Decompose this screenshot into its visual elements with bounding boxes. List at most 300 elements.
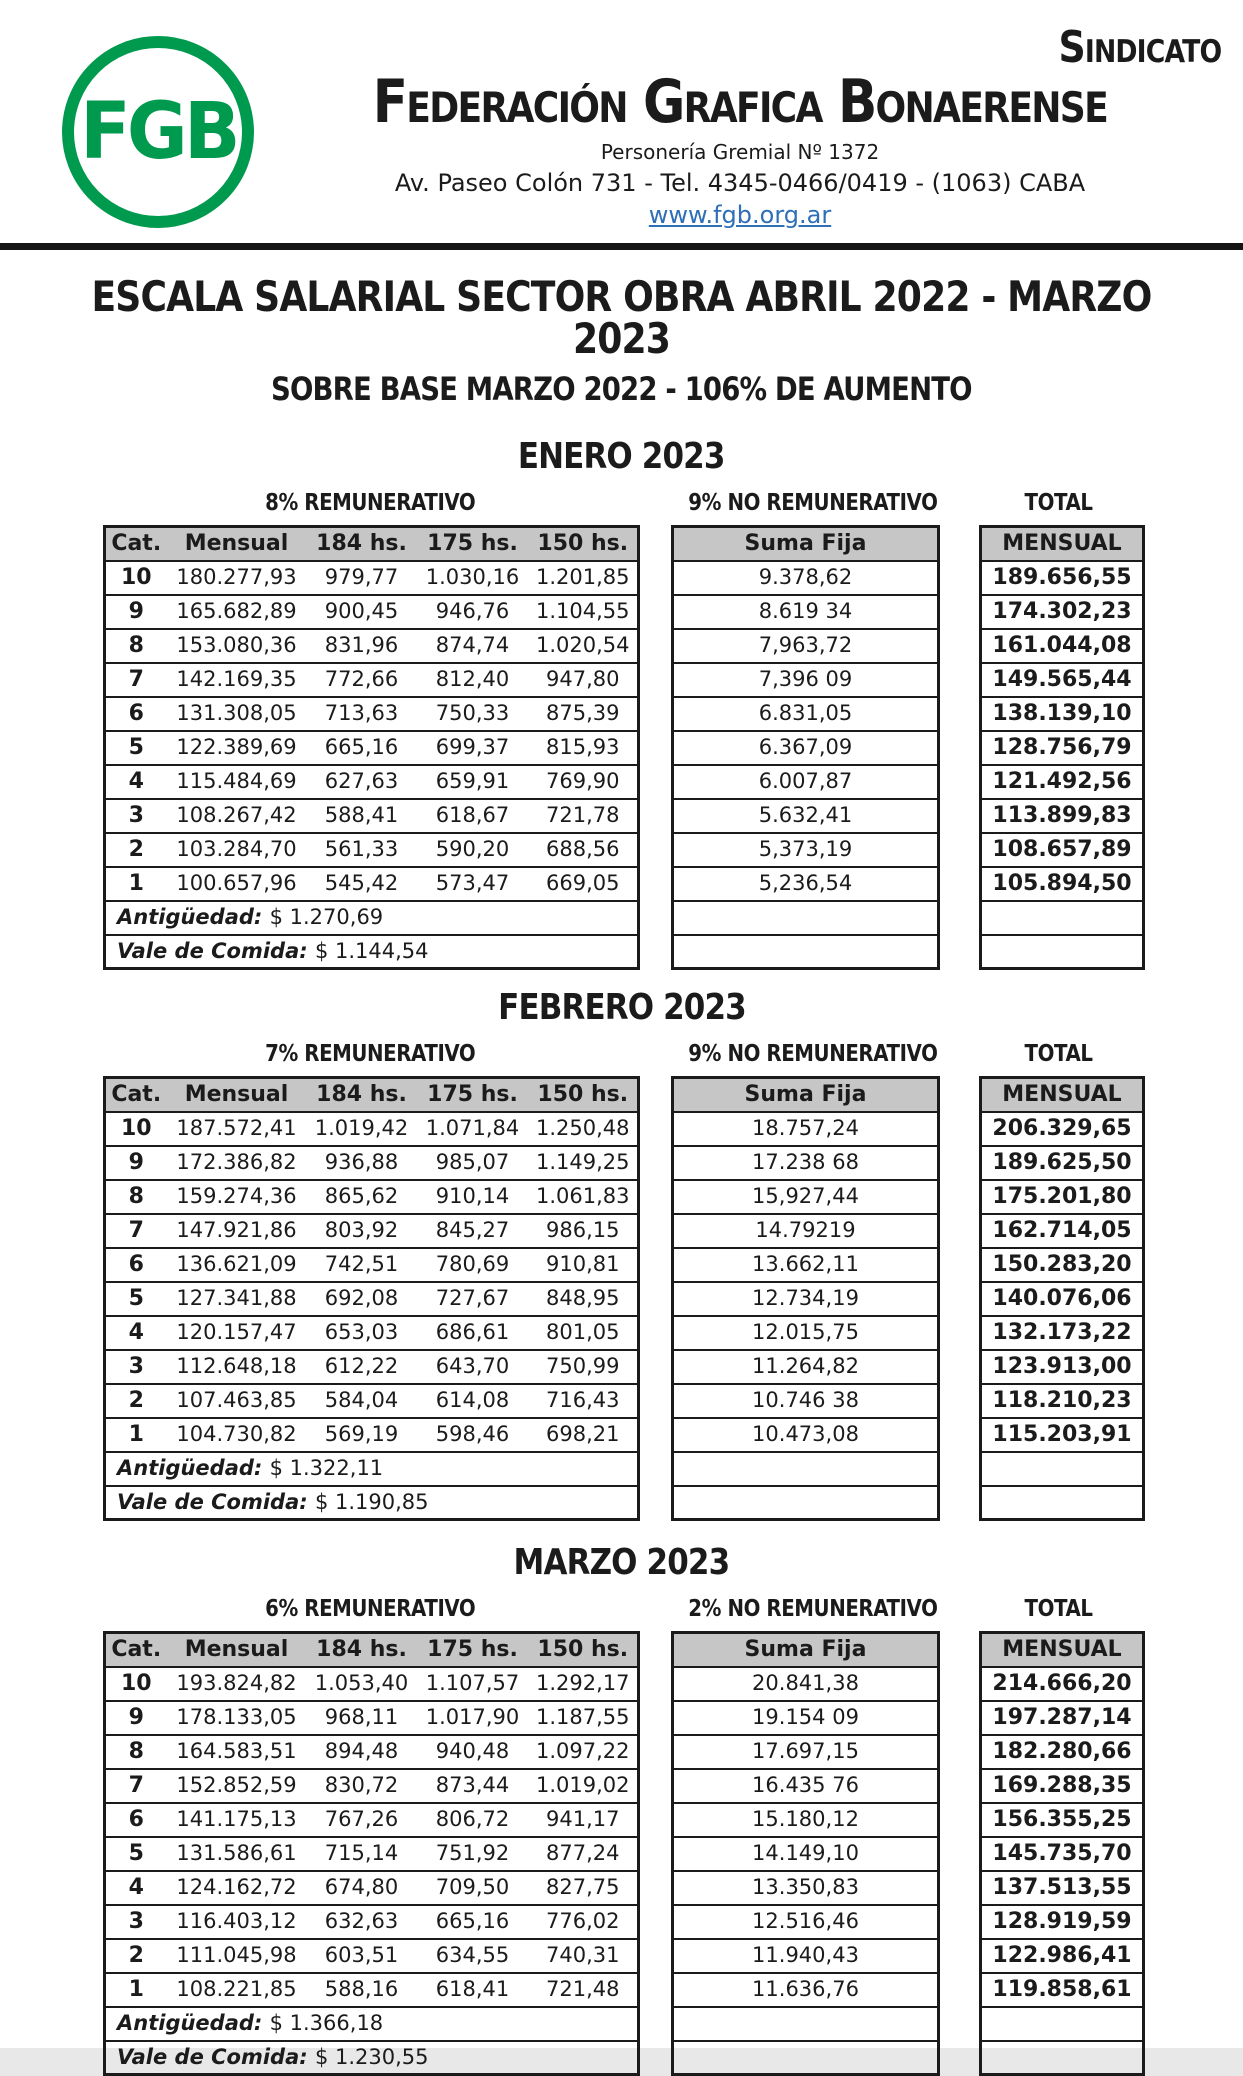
cell-cat: 4: [105, 1871, 167, 1905]
cell-h184: 715,14: [307, 1837, 417, 1871]
organization-name: Federación Grafica Bonaerense: [372, 67, 1108, 137]
suma-fija-table: [671, 1076, 940, 1521]
col-header-175hs: 175 hs.: [417, 527, 529, 561]
empty-cell: [981, 1486, 1144, 1520]
cell-total: 115.203,91: [981, 1418, 1144, 1452]
cell-h184: 603,51: [307, 1939, 417, 1973]
cell-h150: 769,90: [529, 765, 639, 799]
cell-total: 140.076,06: [981, 1282, 1144, 1316]
table-row: [105, 1837, 639, 1871]
website-line: [255, 201, 1225, 229]
cell-mensual: 141.175,13: [167, 1803, 307, 1837]
total-table: [979, 1076, 1145, 1521]
cell-total: 113.899,83: [981, 799, 1144, 833]
cell-mensual: 178.133,05: [167, 1701, 307, 1735]
cell-total: 162.714,05: [981, 1214, 1144, 1248]
cell-suma-fija: 10.473,08: [673, 1418, 939, 1452]
letterhead-text: [255, 0, 1225, 229]
divider-rule: [0, 243, 1243, 250]
cell-suma-fija: 16.435 76: [673, 1769, 939, 1803]
table-row: [981, 697, 1144, 731]
table-row: [105, 1701, 639, 1735]
col-header-184hs: 184 hs.: [307, 1078, 417, 1112]
table-row: [673, 867, 939, 901]
cell-total: 128.919,59: [981, 1905, 1144, 1939]
cell-suma-fija: 11.636,76: [673, 1973, 939, 2007]
table-row: [105, 1803, 639, 1837]
vale-de-comida-value: $ 1.144,54: [314, 938, 429, 963]
table-row: [673, 1282, 939, 1316]
cell-h175: 614,08: [417, 1384, 529, 1418]
cell-cat: 10: [105, 1112, 167, 1146]
cell-h150: 669,05: [529, 867, 639, 901]
address-line: Av. Paseo Colón 731 - Tel. 4345-0466/0419 - (1063) CABA: [394, 169, 1086, 197]
table-row: [673, 1803, 939, 1837]
col-header-total-mensual: MENSUAL: [981, 1633, 1144, 1667]
cell-h150: 848,95: [529, 1282, 639, 1316]
table-row: [673, 1769, 939, 1803]
cell-h184: 584,04: [307, 1384, 417, 1418]
cell-cat: 5: [105, 1282, 167, 1316]
cell-total: 121.492,56: [981, 765, 1144, 799]
cell-h175: 910,14: [417, 1180, 529, 1214]
table-row: [673, 833, 939, 867]
antiguedad-cell: [105, 2007, 639, 2041]
cell-total: 197.287,14: [981, 1701, 1144, 1735]
table-row: [981, 629, 1144, 663]
fgb-logo: [62, 36, 254, 228]
antiguedad-cell: [105, 1452, 639, 1486]
month-tables: [103, 1076, 1243, 1521]
antiguedad-cell: [105, 901, 639, 935]
cell-suma-fija: 6.831,05: [673, 697, 939, 731]
remunerativo-label: 6% REMUNERATIVO: [264, 1596, 476, 1622]
cell-h184: 653,03: [307, 1316, 417, 1350]
table-row: [981, 833, 1144, 867]
table-row: [673, 1701, 939, 1735]
empty-cell: [673, 935, 939, 969]
cell-total: 138.139,10: [981, 697, 1144, 731]
cell-h175: 985,07: [417, 1146, 529, 1180]
cell-mensual: 100.657,96: [167, 867, 307, 901]
empty-cell: [981, 2041, 1144, 2075]
cell-cat: 8: [105, 1180, 167, 1214]
cell-h150: 801,05: [529, 1316, 639, 1350]
suma-fija-table: [671, 525, 940, 970]
table-row: [105, 1214, 639, 1248]
cell-h184: 894,48: [307, 1735, 417, 1769]
total-table: [979, 1631, 1145, 2076]
table-row: [105, 1939, 639, 1973]
col-header-175hs: 175 hs.: [417, 1078, 529, 1112]
remunerativo-label: 8% REMUNERATIVO: [264, 490, 476, 516]
vale-de-comida-label: Vale de Comida:: [117, 938, 315, 963]
cell-h150: 815,93: [529, 731, 639, 765]
vale-de-comida-value: $ 1.230,55: [314, 2044, 429, 2069]
cell-h184: 742,51: [307, 1248, 417, 1282]
table-row: [673, 731, 939, 765]
document-subtitle: SOBRE BASE MARZO 2022 - 106% DE AUMENTO: [271, 370, 972, 408]
empty-cell: [981, 1452, 1144, 1486]
cell-h175: 780,69: [417, 1248, 529, 1282]
table-row: [673, 561, 939, 595]
empty-row: [673, 2041, 939, 2075]
empty-cell: [673, 1452, 939, 1486]
col-header-total-mensual: MENSUAL: [981, 527, 1144, 561]
no-remunerativo-label: 9% NO REMUNERATIVO: [688, 490, 938, 516]
table-row: [105, 1384, 639, 1418]
table-row: [673, 1973, 939, 2007]
table-row: [105, 1282, 639, 1316]
table-row: [981, 1769, 1144, 1803]
cell-h184: 830,72: [307, 1769, 417, 1803]
cell-cat: 10: [105, 1667, 167, 1701]
cell-cat: 6: [105, 1803, 167, 1837]
cell-h150: 1.020,54: [529, 629, 639, 663]
empty-cell: [673, 2041, 939, 2075]
month-title: MARZO 2023: [513, 1542, 730, 1583]
cell-cat: 9: [105, 1146, 167, 1180]
table-row: [673, 765, 939, 799]
empty-row: [673, 2007, 939, 2041]
cell-h150: 721,78: [529, 799, 639, 833]
table-row: [105, 867, 639, 901]
cell-cat: 10: [105, 561, 167, 595]
table-header-row: [105, 1633, 639, 1667]
table-row: [673, 1837, 939, 1871]
cell-mensual: 147.921,86: [167, 1214, 307, 1248]
table-header-row: [105, 527, 639, 561]
cell-suma-fija: 5.632,41: [673, 799, 939, 833]
antiguedad-row: [105, 901, 639, 935]
table-row: [981, 1973, 1144, 2007]
cell-total: 108.657,89: [981, 833, 1144, 867]
cell-total: 182.280,66: [981, 1735, 1144, 1769]
table-row: [673, 1871, 939, 1905]
cell-h150: 716,43: [529, 1384, 639, 1418]
cell-h175: 751,92: [417, 1837, 529, 1871]
cell-h150: 1.104,55: [529, 595, 639, 629]
cell-h175: 1.071,84: [417, 1112, 529, 1146]
cell-h184: 865,62: [307, 1180, 417, 1214]
cell-cat: 1: [105, 867, 167, 901]
cell-suma-fija: 12.516,46: [673, 1905, 939, 1939]
no-remunerativo-label: 2% NO REMUNERATIVO: [688, 1596, 938, 1622]
vale-de-comida-cell: [105, 935, 639, 969]
empty-row: [981, 935, 1144, 969]
cell-h184: 803,92: [307, 1214, 417, 1248]
table-row: [673, 663, 939, 697]
table-row: [981, 1667, 1144, 1701]
col-header-total-mensual: MENSUAL: [981, 1078, 1144, 1112]
table-row: [981, 1282, 1144, 1316]
cell-h184: 1.053,40: [307, 1667, 417, 1701]
cell-cat: 3: [105, 799, 167, 833]
col-header-cat: Cat.: [105, 527, 167, 561]
cell-suma-fija: 15,927,44: [673, 1180, 939, 1214]
col-header-cat: Cat.: [105, 1078, 167, 1112]
cell-mensual: 112.648,18: [167, 1350, 307, 1384]
table-row: [673, 1939, 939, 1973]
cell-h175: 727,67: [417, 1282, 529, 1316]
table-row: [673, 1180, 939, 1214]
table-row: [673, 1316, 939, 1350]
table-row: [981, 1180, 1144, 1214]
cell-suma-fija: 8.619 34: [673, 595, 939, 629]
antiguedad-label: Antigüedad:: [117, 2011, 270, 2035]
table-row: [673, 1384, 939, 1418]
cell-h150: 698,21: [529, 1418, 639, 1452]
cell-h175: 806,72: [417, 1803, 529, 1837]
antiguedad-label: Antigüedad:: [117, 1456, 270, 1480]
table-row: [981, 663, 1144, 697]
cell-h150: 1.250,48: [529, 1112, 639, 1146]
cell-cat: 7: [105, 663, 167, 697]
table-row: [981, 1905, 1144, 1939]
cell-h150: 1.019,02: [529, 1769, 639, 1803]
table-row: [673, 1112, 939, 1146]
table-row: [981, 1803, 1144, 1837]
cell-h175: 1.107,57: [417, 1667, 529, 1701]
cell-mensual: 107.463,85: [167, 1384, 307, 1418]
cell-h175: 634,55: [417, 1939, 529, 1973]
cell-h184: 632,63: [307, 1905, 417, 1939]
table-row: [673, 1418, 939, 1452]
col-header-150hs: 150 hs.: [529, 1078, 639, 1112]
cell-h184: 588,41: [307, 799, 417, 833]
cell-h184: 665,16: [307, 731, 417, 765]
column-group-labels: [103, 1041, 1243, 1067]
empty-row: [981, 1486, 1144, 1520]
vale-de-comida-label: Vale de Comida:: [117, 1489, 315, 1514]
table-row: [673, 1146, 939, 1180]
cell-h175: 874,74: [417, 629, 529, 663]
cell-suma-fija: 11.264,82: [673, 1350, 939, 1384]
fgb-logo-text: FGB: [79, 87, 237, 177]
cell-h150: 1.187,55: [529, 1701, 639, 1735]
cell-total: 119.858,61: [981, 1973, 1144, 2007]
no-remunerativo-label: 9% NO REMUNERATIVO: [688, 1041, 938, 1067]
empty-row: [673, 901, 939, 935]
cell-cat: 3: [105, 1350, 167, 1384]
cell-mensual: 116.403,12: [167, 1905, 307, 1939]
table-row: [105, 1316, 639, 1350]
table-row: [673, 1350, 939, 1384]
website-link[interactable]: www.fgb.org.ar: [648, 201, 832, 229]
empty-cell: [981, 935, 1144, 969]
col-header-184hs: 184 hs.: [307, 527, 417, 561]
table-header-row: [673, 527, 939, 561]
table-row: [105, 1871, 639, 1905]
table-row: [673, 595, 939, 629]
cell-total: 175.201,80: [981, 1180, 1144, 1214]
cell-h150: 721,48: [529, 1973, 639, 2007]
cell-cat: 2: [105, 1384, 167, 1418]
cell-total: 132.173,22: [981, 1316, 1144, 1350]
table-row: [105, 1248, 639, 1282]
cell-h150: 740,31: [529, 1939, 639, 1973]
cell-h175: 643,70: [417, 1350, 529, 1384]
table-row: [981, 1350, 1144, 1384]
total-table: [979, 525, 1145, 970]
cell-cat: 5: [105, 1837, 167, 1871]
col-header-mensual: Mensual: [167, 1078, 307, 1112]
cell-h184: 900,45: [307, 595, 417, 629]
table-row: [981, 1248, 1144, 1282]
cell-cat: 6: [105, 1248, 167, 1282]
cell-h150: 947,80: [529, 663, 639, 697]
cell-total: 105.894,50: [981, 867, 1144, 901]
cell-cat: 7: [105, 1769, 167, 1803]
cell-h175: 590,20: [417, 833, 529, 867]
cell-mensual: 108.221,85: [167, 1973, 307, 2007]
col-header-184hs: 184 hs.: [307, 1633, 417, 1667]
table-row: [105, 663, 639, 697]
cell-mensual: 180.277,93: [167, 561, 307, 595]
cell-mensual: 165.682,89: [167, 595, 307, 629]
cell-total: 128.756,79: [981, 731, 1144, 765]
table-row: [981, 1837, 1144, 1871]
personeria-line: Personería Gremial Nº 1372: [600, 140, 880, 164]
empty-cell: [981, 901, 1144, 935]
table-row: [981, 1701, 1144, 1735]
table-row: [105, 595, 639, 629]
cell-h175: 598,46: [417, 1418, 529, 1452]
cell-suma-fija: 9.378,62: [673, 561, 939, 595]
table-row: [673, 1905, 939, 1939]
cell-h184: 1.019,42: [307, 1112, 417, 1146]
table-row: [105, 1146, 639, 1180]
cell-h184: 968,11: [307, 1701, 417, 1735]
cell-suma-fija: 18.757,24: [673, 1112, 939, 1146]
cell-mensual: 127.341,88: [167, 1282, 307, 1316]
table-row: [981, 1384, 1144, 1418]
cell-h150: 1.201,85: [529, 561, 639, 595]
cell-cat: 1: [105, 1418, 167, 1452]
table-row: [105, 1769, 639, 1803]
cell-total: 118.210,23: [981, 1384, 1144, 1418]
cell-h184: 831,96: [307, 629, 417, 663]
column-group-labels: [103, 490, 1243, 516]
empty-cell: [673, 901, 939, 935]
cell-suma-fija: 14.149,10: [673, 1837, 939, 1871]
table-row: [105, 1667, 639, 1701]
vale-de-comida-cell: [105, 1486, 639, 1520]
col-header-suma-fija: Suma Fija: [673, 527, 939, 561]
table-row: [105, 697, 639, 731]
cell-mensual: 124.162,72: [167, 1871, 307, 1905]
cell-suma-fija: 13.350,83: [673, 1871, 939, 1905]
empty-cell: [673, 1486, 939, 1520]
cell-total: 122.986,41: [981, 1939, 1144, 1973]
cell-h175: 573,47: [417, 867, 529, 901]
cell-suma-fija: 7,396 09: [673, 663, 939, 697]
cell-h175: 1.030,16: [417, 561, 529, 595]
cell-cat: 9: [105, 1701, 167, 1735]
table-row: [105, 561, 639, 595]
cell-mensual: 159.274,36: [167, 1180, 307, 1214]
cell-mensual: 187.572,41: [167, 1112, 307, 1146]
antiguedad-row: [105, 2007, 639, 2041]
salary-table: [103, 525, 640, 970]
cell-h175: 845,27: [417, 1214, 529, 1248]
cell-mensual: 164.583,51: [167, 1735, 307, 1769]
cell-suma-fija: 15.180,12: [673, 1803, 939, 1837]
table-row: [673, 697, 939, 731]
month-section-marzo: [0, 1542, 1243, 2076]
table-row: [105, 1735, 639, 1769]
cell-suma-fija: 11.940,43: [673, 1939, 939, 1973]
table-row: [105, 1112, 639, 1146]
cell-mensual: 104.730,82: [167, 1418, 307, 1452]
table-row: [673, 1667, 939, 1701]
cell-h150: 941,17: [529, 1803, 639, 1837]
month-section-febrero: [0, 987, 1243, 1521]
table-row: [981, 1146, 1144, 1180]
cell-mensual: 193.824,82: [167, 1667, 307, 1701]
cell-cat: 5: [105, 731, 167, 765]
col-header-suma-fija: Suma Fija: [673, 1633, 939, 1667]
cell-h184: 545,42: [307, 867, 417, 901]
vale-de-comida-row: [105, 1486, 639, 1520]
table-row: [981, 595, 1144, 629]
cell-h184: 936,88: [307, 1146, 417, 1180]
cell-total: 123.913,00: [981, 1350, 1144, 1384]
empty-cell: [673, 2007, 939, 2041]
cell-h175: 618,41: [417, 1973, 529, 2007]
table-row: [673, 1248, 939, 1282]
table-row: [105, 1973, 639, 2007]
table-header-row: [673, 1633, 939, 1667]
cell-suma-fija: 17.697,15: [673, 1735, 939, 1769]
table-header-row: [981, 1633, 1144, 1667]
col-header-mensual: Mensual: [167, 1633, 307, 1667]
cell-mensual: 131.308,05: [167, 697, 307, 731]
empty-row: [673, 1452, 939, 1486]
cell-cat: 6: [105, 697, 167, 731]
table-row: [673, 1735, 939, 1769]
col-header-mensual: Mensual: [167, 527, 307, 561]
cell-suma-fija: 17.238 68: [673, 1146, 939, 1180]
table-row: [673, 629, 939, 663]
cell-cat: 4: [105, 1316, 167, 1350]
cell-h175: 665,16: [417, 1905, 529, 1939]
month-title: FEBRERO 2023: [497, 987, 746, 1028]
cell-mensual: 136.621,09: [167, 1248, 307, 1282]
table-row: [981, 1871, 1144, 1905]
table-row: [673, 1214, 939, 1248]
cell-mensual: 103.284,70: [167, 833, 307, 867]
cell-h150: 1.292,17: [529, 1667, 639, 1701]
table-header-row: [673, 1078, 939, 1112]
table-header-row: [981, 527, 1144, 561]
table-row: [105, 1418, 639, 1452]
cell-h175: 699,37: [417, 731, 529, 765]
month-title: ENERO 2023: [518, 436, 725, 477]
cell-h184: 561,33: [307, 833, 417, 867]
cell-total: 206.329,65: [981, 1112, 1144, 1146]
col-header-150hs: 150 hs.: [529, 527, 639, 561]
cell-h175: 709,50: [417, 1871, 529, 1905]
table-row: [105, 1180, 639, 1214]
cell-mensual: 122.389,69: [167, 731, 307, 765]
table-row: [105, 1905, 639, 1939]
cell-cat: 3: [105, 1905, 167, 1939]
col-header-175hs: 175 hs.: [417, 1633, 529, 1667]
table-row: [981, 1418, 1144, 1452]
cell-cat: 2: [105, 1939, 167, 1973]
empty-row: [981, 1452, 1144, 1486]
